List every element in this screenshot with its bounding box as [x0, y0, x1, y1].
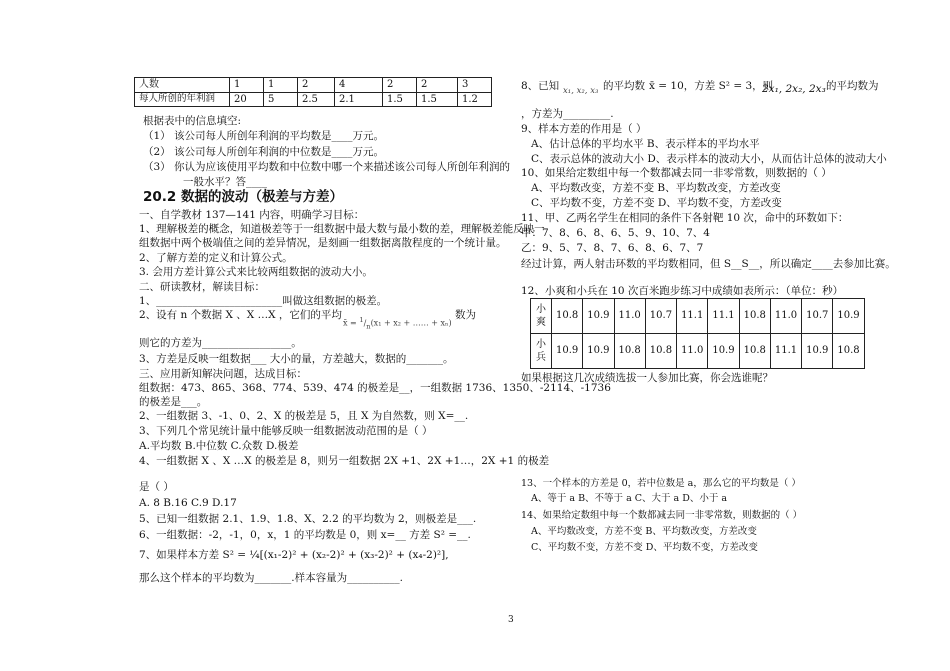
text-line: 3. 会用方差计算公式来比较两组数据的波动大小。 [139, 266, 373, 278]
table-cell: 5 [264, 92, 298, 107]
question-13: 13、一个样本的方差是 0，若中位数是 a，那么它的平均数是（ ） [521, 478, 801, 489]
table-cell: 3 [458, 78, 492, 93]
options: A、平均数改变，方差不变 B、平均数改变，方差改变 [531, 182, 781, 194]
question-14: 14、如果给定数组中每一个数都减去同一非零常数，则数据的（ ） [521, 510, 803, 521]
options: A、平均数改变，方差不变 B、平均数改变，方差改变 [531, 526, 757, 537]
text-line: 5、已知一组数据 2.1、1.9、1.8、X、2.2 的平均数为 2，则极差是___. [139, 513, 477, 525]
question-10: 10、如果给定数组中每一个数都减去同一非零常数，则数据的（ ） [521, 167, 832, 179]
question-12: 12、小爽和小兵在 10 次百米跑步练习中成绩如表所示：（单位：秒） [521, 285, 844, 297]
table-cell: 10.9 [583, 334, 614, 369]
text-line: 经过计算，两人射击环数的平均数相同，但 S__S__，所以确定____去参加比赛。 [521, 258, 896, 270]
table-cell: 1.5 [383, 92, 417, 107]
text-line: 甲：7、8、6、8、6、5、9、10、7、4 [521, 227, 710, 239]
table-cell: 1 [264, 78, 298, 93]
table-cell: 4 [335, 78, 383, 93]
text-line: 1、理解极差的概念，知道极差等于一组数据中最大数与最小数的差，理解极差能反映一 [139, 223, 545, 235]
table-cell: 2.1 [335, 92, 383, 107]
table-cell: 11.1 [708, 299, 739, 334]
table-row [135, 92, 492, 107]
table-row [531, 334, 865, 369]
text-line: 4、一组数据 X 、X …X 的极差是 8，则另一组数据 2X +1、2X +1…，2X +1 的极差 [139, 455, 550, 467]
profit-table [134, 77, 492, 107]
formula: x₁, x₂, x₃ [563, 86, 599, 96]
text-line: 组数据：473、865、368、774、539、474 的极差是__，一组数据 1736、1350、-2114、-1736 [139, 382, 611, 394]
table-cell: 小爽 [531, 299, 552, 334]
table-cell: 2.5 [298, 92, 335, 107]
page-number: 3 [508, 615, 514, 625]
table-cell: 10.7 [802, 299, 833, 334]
text-line: 是（ ） [139, 481, 174, 493]
table-cell: 10.8 [614, 334, 645, 369]
table-cell: 10.9 [552, 334, 583, 369]
text-line: 组数据中两个极端值之间的差异情况，是刻画一组数据离散程度的一个统计量。 [139, 237, 507, 249]
table-row [531, 299, 865, 334]
text-line: 的平均数为 [826, 80, 879, 92]
table-cell: 1.5 [417, 92, 458, 107]
text-line: A.平均数 B.中位数 C.众数 D.极差 [139, 440, 299, 452]
options: C、平均数不变，方差不变 D、平均数不变，方差改变 [531, 197, 782, 209]
text-line: 一、自学教材 137—141 内容，明确学习目标： [139, 209, 365, 221]
text-line: 则它的方差为_________________。 [139, 337, 302, 349]
formula: x̄ = 10，方差 S² = 3，则 [649, 80, 774, 92]
question-2: （2） 该公司每人所创年利润的中位数是____万元。 [143, 146, 385, 158]
instruction-text: 根据表中的信息填空: [143, 115, 242, 127]
text-line: 1、________________________叫做这组数据的极差。 [139, 295, 388, 307]
mean-formula: x̄ = $^1/_n(x_1 + x_2$ + …… + xₙ) [343, 316, 452, 331]
formula: 2x₁, 2x₂, 2x₃ [762, 83, 826, 95]
text-line: 的平均数 [603, 80, 645, 92]
table-cell: 10.8 [552, 299, 583, 334]
text-line: 3、下列几个常见统计量中能够反映一组数据波动范围的是（ ） [139, 425, 433, 437]
table-cell: 2 [417, 78, 458, 93]
text-line: 2、一组数据 3、-1、0、2、X 的极差是 5，且 X 为自然数，则 X=__. [139, 410, 469, 422]
text-line: 7、如果样本方差 S² = ¼[(x₁-2)² + (x₂-2)² + (x₃-2)² + (x₄-2)²], [139, 549, 449, 561]
text-line: A. 8 B.16 C.9 D.17 [139, 497, 237, 509]
section-heading: 20.2 数据的波动（极差与方差） [143, 189, 344, 205]
options: A、估计总体的平均水平 B、表示样本的平均水平 [531, 138, 760, 150]
table-cell: 每人所创的年利润 [135, 92, 230, 107]
table-cell: 1.2 [458, 92, 492, 107]
table-cell: 10.7 [645, 299, 676, 334]
table-cell: 11.1 [770, 334, 801, 369]
question-1: （1） 该公司每人所创年利润的平均数是____万元。 [143, 130, 385, 142]
question-8: 8、已知 [521, 80, 560, 92]
race-table [530, 298, 865, 369]
table-cell: 10.9 [833, 299, 864, 334]
table-cell: 小兵 [531, 334, 552, 369]
table-cell: 10.8 [833, 334, 864, 369]
table-cell: 10.8 [739, 334, 770, 369]
table-cell: 11.1 [677, 299, 708, 334]
options: A、等于 a B、不等于 a C、大于 a D、小于 a [531, 493, 728, 504]
text-line: 如果根据这几次成绩选拔一人参加比赛，你会选谁呢？ [521, 372, 773, 384]
text-line: 二、研读教材，解读目标： [139, 281, 265, 293]
table-cell: 1 [230, 78, 264, 93]
text-line: 3、方差是反映一组数据___ 大小的量，方差越大，数据的_______。 [139, 353, 454, 365]
table-cell: 10.8 [645, 334, 676, 369]
text-line: 的极差是___。 [139, 396, 208, 408]
question-3-cont: 一般水平？答____ [183, 176, 267, 188]
question-11: 11、甲、乙两名学生在相同的条件下各射靶 10 次，命中的环数如下： [521, 212, 849, 224]
text-line: 三、应用新知解决问题，达成目标： [139, 368, 307, 380]
question-3: （3） 你认为应该使用平均数和中位数中哪一个来描述该公司每人所创年利润的 [143, 161, 511, 173]
text-line: 数为 [455, 309, 476, 321]
table-cell: 2 [298, 78, 335, 93]
text-line: 乙：9、5、7、8、7、6、8、6、7、7 [521, 242, 704, 254]
text-line: 6、一组数据：-2，-1，0，x，1 的平均数是 0，则 x=__ 方差 S² =__. [139, 529, 471, 541]
text-line: 2、了解方差的定义和计算公式。 [139, 252, 293, 264]
table-cell: 11.0 [614, 299, 645, 334]
table-cell: 11.0 [677, 334, 708, 369]
text-line: 那么这个样本的平均数为_______.样本容量为__________. [139, 572, 403, 584]
options: C、表示总体的波动大小 D、表示样本的波动大小，从而估计总体的波动大小 [531, 153, 887, 165]
question-9: 9、样本方差的作用是（ ） [521, 123, 647, 135]
table-cell: 11.0 [770, 299, 801, 334]
table-row [135, 78, 492, 93]
table-cell: 10.9 [802, 334, 833, 369]
text-line: ，方差为_________. [521, 108, 614, 120]
text-line: 2、设有 n 个数据 X 、X …X ，它们的平均 [139, 309, 342, 321]
table-cell: 2 [383, 78, 417, 93]
table-cell: 人数 [135, 78, 230, 93]
options: C、平均数不变，方差不变 D、平均数不变，方差改变 [531, 542, 758, 553]
table-cell: 20 [230, 92, 264, 107]
table-cell: 10.9 [583, 299, 614, 334]
table-cell: 10.8 [739, 299, 770, 334]
table-cell: 10.9 [708, 334, 739, 369]
